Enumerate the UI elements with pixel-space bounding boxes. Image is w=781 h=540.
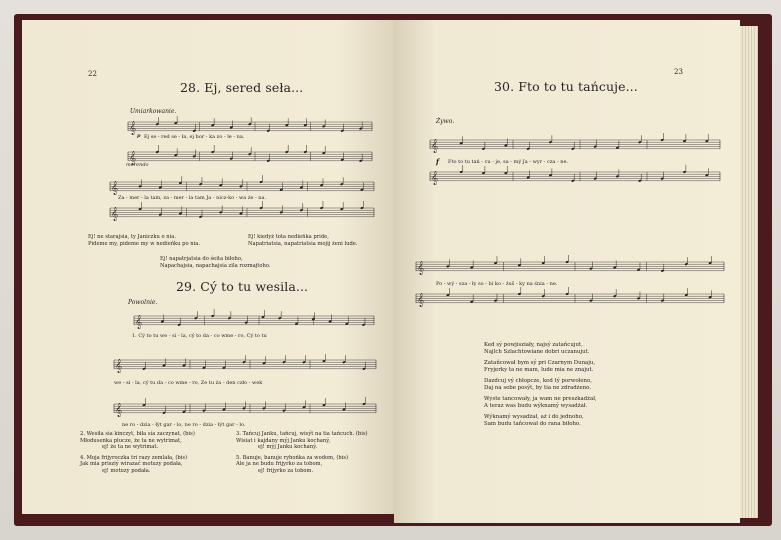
treble-clef-icon: 𝄞: [111, 206, 119, 221]
song-28-lyrics-2: Za - mer - la tam, za - mer - la tam Ja - nicz-ko - wa że - na.: [118, 195, 267, 201]
verse-line: Napatriatsia, napatriatsia mojij żeni lude.: [248, 240, 358, 247]
right-page: [394, 20, 740, 523]
staff: [416, 255, 724, 275]
page-number-left: 22: [88, 70, 97, 78]
song-30-verses: [484, 342, 597, 428]
song-28-system-2: [90, 176, 376, 226]
song-30-title: 30. Fto to tu tańcuje...: [494, 79, 638, 94]
song-28-title: 28. Ej, sered seła...: [180, 80, 304, 95]
staff: [430, 133, 720, 153]
song-28-dynamic: p: [137, 133, 141, 139]
song-28-verses-col2: [248, 234, 358, 247]
page-edges: [740, 26, 758, 518]
song-30-tempo: Żywo.: [436, 118, 455, 125]
song-29-lyrics-3: ne ro - dzia - łýt gar - lo, ne ro - dzia - łýt gar - lo.: [122, 422, 246, 428]
treble-clef-icon: 𝄞: [431, 138, 439, 153]
verse-line: Pideme my, pideme my w nedieńku po nia.: [88, 240, 201, 247]
verse-line: Ked sý powjisziały, najsý zatańcujut,: [484, 342, 583, 348]
staff: [430, 165, 720, 185]
song-29-lyrics-1: 1. Cý to tu we - si - la, cý to da - co wme - ro, Cý to tu: [132, 333, 267, 339]
verse-line: Daj na sebe posýt, by tia ne zdradżeno.: [484, 385, 592, 391]
verse-line: Napachajsia, napachajsia zila rozmajtoho.: [160, 262, 271, 269]
treble-clef-icon: 𝄞: [129, 150, 137, 165]
page-number-right: 23: [674, 68, 683, 76]
staff: [128, 116, 372, 134]
verse-line: Dazdcuj vý chłopcze, ked tý porwołeno,: [484, 378, 592, 384]
verse-line: Ej! ne starajsia, ty Janiczku o nia.: [88, 234, 177, 240]
left-page: [22, 20, 394, 514]
staff: [114, 397, 376, 417]
song-29-tempo: Powolnie.: [128, 299, 158, 306]
song-29-title: 29. Cý to tu wesila...: [176, 279, 309, 294]
verse-line: ej! motuzy podała.: [102, 467, 151, 474]
treble-clef-icon: 𝄞: [417, 260, 425, 275]
verse-line: Ej! napatrjatsia do śeita biłoho,: [160, 256, 243, 262]
verse-line: Najlch Szlachtowiane dobri uczanujut.: [484, 349, 590, 355]
treble-clef-icon: 𝄞: [111, 180, 119, 195]
staff: [128, 145, 372, 165]
verse-line: ej! frijyrko za tobom.: [258, 467, 314, 474]
verse-line: Ale ja ne budu frijyrko za tobom,: [236, 461, 323, 468]
verse-line: 5. Banuje, banuje rybońka za wodom, (bis): [236, 454, 349, 461]
song-29-verses-col1: [80, 431, 195, 475]
song-29-verses-col2: [236, 431, 368, 475]
song-28-expression: morendo: [126, 162, 149, 168]
song-29-system-1: [114, 306, 376, 336]
treble-clef-icon: 𝄞: [135, 314, 143, 329]
song-28-tempo: Umiarkowanie.: [130, 108, 177, 115]
treble-clef-icon: 𝄞: [129, 120, 137, 135]
verse-line: A teraz was budu wýknamý wysadżał.: [484, 403, 588, 409]
staff: [110, 175, 374, 195]
verse-line: 3. Tańcuj Janku, tańcuj, wisýt na tia tańcuch. (bis): [236, 431, 368, 437]
verse-line: Zatańcował bym sý pri Czarnym Dunaju,: [484, 360, 596, 366]
song-28-verses-center: [160, 256, 271, 269]
staff: [416, 287, 724, 307]
verse-line: Sam budu tańcował do rana biłoho.: [484, 421, 581, 427]
treble-clef-icon: 𝄞: [431, 170, 439, 185]
song-28-verses-col1: [88, 234, 200, 247]
verse-line: Wyste tancowały, ja wam ne preszkadżał,: [484, 396, 597, 402]
verse-line: Wýknamý wysadżał, aż i do jednoho,: [484, 414, 584, 420]
song-29-system-2: [96, 352, 378, 382]
verse-line: Fryjerky ta ne mam, lude mia ne znajut.: [484, 367, 594, 373]
verse-line: ej! mýj Janku kochaný.: [258, 444, 318, 451]
song-30-system-2: [412, 246, 726, 330]
staff: [114, 354, 376, 372]
staff: [110, 201, 374, 221]
treble-clef-icon: 𝄞: [417, 292, 425, 307]
song-28-lyrics-1: Ej se - red se - ła, ej hor - ka zo - le - na.: [144, 134, 245, 140]
song-29-lyrics-2: we - si - la, cý tu da - co wme - ro, Ze tu ża - den czło - wek: [114, 380, 263, 386]
verse-line: Ej! kiedyż tota nedieńka pride,: [248, 234, 329, 240]
song-30-lyrics-2: Po - wý - sza - ły so - bi ko - żuš - ky na śnia - ne.: [436, 281, 558, 287]
verse-line: Młodusenka plucze, że ta ne wytrimat,: [80, 437, 182, 444]
verse-line: 2. Wesiła sia kinczyt, biła sia zaczynat, (bis): [80, 431, 195, 437]
treble-clef-icon: 𝄞: [115, 358, 123, 373]
verse-line: Wisiat i kajdany mýj Janku kochaný,: [236, 437, 331, 444]
song-30-lyrics-1: Fto to tu tań - cu - je, sa - mý Ja - wyr - cza - ne.: [448, 159, 568, 165]
staff: [134, 309, 374, 329]
verse-line: 4. Moja frijyroczka tri razy zemlała, (bis): [80, 454, 188, 461]
song-30-dynamic: f: [436, 157, 440, 166]
treble-clef-icon: 𝄞: [115, 402, 123, 417]
verse-line: ej! że ta ne wytrimat.: [102, 444, 159, 451]
verse-line: Jak mia prisziý wirazać motuzy podała,: [80, 461, 183, 468]
